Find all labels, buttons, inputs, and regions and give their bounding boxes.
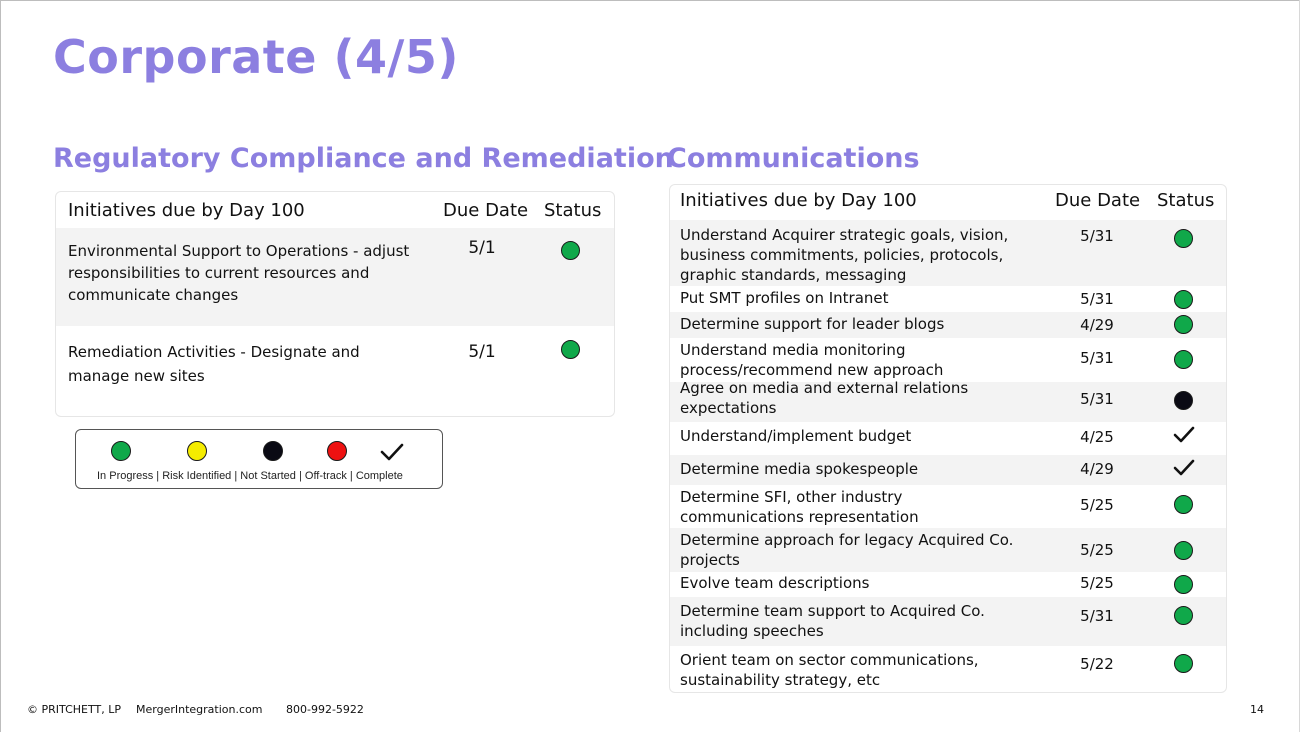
due-date: 5/31	[1080, 607, 1114, 625]
status-indicator	[1174, 315, 1193, 334]
table-row	[670, 572, 1226, 597]
page-title: Corporate (4/5)	[53, 30, 459, 84]
initiative-text: Put SMT profiles on Intranet	[680, 289, 889, 307]
table-row	[670, 312, 1226, 338]
status-indicator	[1174, 654, 1193, 673]
complete-check-icon	[1172, 425, 1196, 445]
status-indicator	[1174, 495, 1193, 514]
initiative-text: Evolve team descriptions	[680, 574, 870, 592]
initiative-text: Orient team on sector communications, sustainability strategy, etc	[680, 651, 979, 689]
communications-table	[669, 184, 1227, 693]
table-row	[670, 379, 1226, 422]
status-indicator	[1174, 290, 1193, 309]
table-row	[670, 485, 1226, 528]
due-date: 5/1	[468, 238, 496, 258]
due-date: 4/29	[1080, 460, 1114, 478]
initiative-text: Understand Acquirer strategic goals, vision, business commitments, policies, protocols, graphic standards, messaging	[680, 226, 1009, 284]
table-row	[56, 228, 614, 326]
due-date: 5/25	[1080, 574, 1114, 592]
footer-website: MergerIntegration.com	[136, 703, 263, 716]
footer-phone: 800-992-5922	[286, 703, 364, 716]
legend-in-progress-dot	[111, 441, 131, 461]
table-row	[670, 220, 1226, 286]
due-date: 5/31	[1080, 290, 1114, 308]
status-indicator	[1174, 541, 1193, 560]
table-row	[670, 455, 1226, 485]
initiative-text: Determine media spokespeople	[680, 460, 919, 478]
page-number: 14	[1250, 703, 1264, 716]
table-row	[670, 338, 1226, 382]
slide-top-border	[0, 0, 1300, 1]
status-indicator	[1174, 350, 1193, 369]
regulatory-table	[55, 191, 615, 417]
due-date: 4/25	[1080, 428, 1114, 446]
regulatory-section-title: Regulatory Compliance and Remediation	[53, 143, 674, 174]
due-date: 5/22	[1080, 655, 1114, 673]
initiative-text: Remediation Activities - Designate and manage new sites	[68, 343, 360, 385]
status-indicator	[1172, 425, 1196, 445]
legend-risk-identified-dot	[187, 441, 207, 461]
due-date: 5/1	[468, 342, 496, 362]
status-indicator	[1172, 458, 1196, 478]
in-progress-status-dot	[1174, 495, 1193, 514]
in-progress-status-dot	[561, 241, 580, 260]
table-row	[670, 286, 1226, 312]
in-progress-status-dot	[1174, 229, 1193, 248]
status-indicator	[561, 340, 580, 359]
table-row	[56, 326, 614, 416]
status-indicator	[1174, 229, 1193, 248]
due-date-column-header: Due Date	[1055, 190, 1141, 211]
legend-labels: In Progress | Risk Identified | Not Started | Off-track | Complete	[97, 470, 403, 482]
initiative-text: Environmental Support to Operations - adjust responsibilities to current resources and communicate changes	[68, 242, 410, 304]
in-progress-status-dot	[1174, 654, 1193, 673]
status-column-header: Status	[1157, 190, 1215, 211]
due-date-column-header: Due Date	[443, 200, 529, 221]
due-date: 5/25	[1080, 496, 1114, 514]
status-indicator	[1174, 391, 1193, 410]
status-column-header: Status	[544, 200, 602, 221]
initiative-column-header: Initiatives due by Day 100	[68, 200, 305, 221]
complete-check-icon	[1172, 458, 1196, 478]
slide-left-border	[0, 0, 1, 732]
initiative-text: Determine SFI, other industry communications representation	[680, 488, 919, 526]
in-progress-status-dot	[1174, 606, 1193, 625]
status-indicator	[561, 241, 580, 260]
status-legend	[75, 429, 443, 489]
not-started-status-dot	[1174, 391, 1193, 410]
table-header	[56, 192, 614, 228]
initiative-text: Determine support for leader blogs	[680, 315, 945, 333]
in-progress-status-dot	[1174, 575, 1193, 594]
table-row	[670, 422, 1226, 455]
legend-complete-check-icon	[379, 442, 405, 462]
status-indicator	[1174, 575, 1193, 594]
due-date: 4/29	[1080, 316, 1114, 334]
table-row	[670, 528, 1226, 572]
in-progress-status-dot	[1174, 350, 1193, 369]
legend-off-track-dot	[327, 441, 347, 461]
communications-section-title: Communications	[667, 143, 920, 174]
legend-not-started-dot	[263, 441, 283, 461]
in-progress-status-dot	[1174, 315, 1193, 334]
in-progress-status-dot	[561, 340, 580, 359]
table-header	[670, 185, 1226, 220]
initiative-column-header: Initiatives due by Day 100	[680, 190, 917, 211]
initiative-text: Understand media monitoring process/recommend new approach	[680, 341, 944, 379]
due-date: 5/31	[1080, 227, 1114, 245]
in-progress-status-dot	[1174, 290, 1193, 309]
initiative-text: Agree on media and external relations expectations	[680, 379, 969, 417]
due-date: 5/31	[1080, 349, 1114, 367]
table-row	[670, 597, 1226, 646]
footer-copyright: © PRITCHETT, LP	[27, 703, 121, 716]
initiative-text: Determine team support to Acquired Co. including speeches	[680, 602, 985, 640]
initiative-text: Determine approach for legacy Acquired Co. projects	[680, 531, 1014, 569]
due-date: 5/31	[1080, 390, 1114, 408]
status-indicator	[1174, 606, 1193, 625]
due-date: 5/25	[1080, 541, 1114, 559]
table-row	[670, 646, 1226, 692]
in-progress-status-dot	[1174, 541, 1193, 560]
initiative-text: Understand/implement budget	[680, 427, 912, 445]
